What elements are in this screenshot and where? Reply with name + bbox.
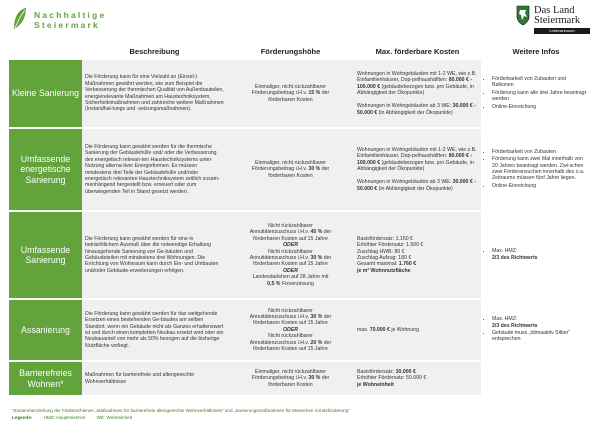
info-cell (481, 299, 591, 361)
category-cell: Umfassende energetische Sanierung (9, 128, 82, 211)
das-land-steiermark-logo (516, 3, 592, 39)
info-item: • Gebäude muss „Idimaaktiv Silber“ entsprechen (492, 330, 588, 343)
max-costs-cell: Basisfördersatz: 1.150 € Erhöhter Fördersatz: 1.500 € Zuschlag HWB: 80 € Zuschlag Aufzug: 180 € Gesamt maximal: 1.760 € je m² Wohnnutzfläche (354, 211, 481, 299)
header-info: Weitere Infos (481, 44, 591, 59)
header-max-costs: Max. förderbare Kosten (354, 44, 481, 59)
header-funding: Förderungshöhe (227, 44, 354, 59)
panther-crest-icon (516, 4, 530, 26)
info-item: • Max. HMZ: 2/3 des Richtwerts (492, 248, 588, 261)
category-cell: Barrierefreies Wohnen* (9, 361, 82, 395)
table-row (9, 211, 591, 299)
max-costs-cell: Basisfördersatz: 30.000 € Erhöhter Fördersatz: 50.000 € je Wohneinheit (354, 361, 481, 395)
logo-steiermark: Steiermark (534, 15, 581, 26)
legend-label: Legende: (12, 415, 33, 420)
info-item: • Förderung kann zwei Mal innerhalb von 20 Jahren beantragt werden. Zwi-schen zwei Förderansuchen innerhalb des o.a. Zeitraums müssen fünf Jahre liegen. (492, 156, 588, 182)
brand-line-2: Steiermark (34, 20, 100, 30)
info-item: • Förderbarkeit von Zubauten und Balkonen (492, 76, 588, 89)
table-row (9, 361, 591, 395)
category-cell: Umfassende Sanierung (9, 211, 82, 299)
legend (12, 415, 142, 421)
legend-hmz: HMZ: Hauptmietzins (43, 415, 86, 420)
brand-line-1: Nachhaltige (34, 10, 107, 20)
max-costs-cell: Wohnungen in Wohngebäuden mit 1-2 WE, wie z.B. Einfamilienhäuser, Dop-pelhaushälften: 80.000 € - 100.000 € (gebäudebezogen bzw. pro Gebäude, in Abhängigkeit der Ökopunkte) Wohnungen in Wohngebäuden ab 3 WE: 30.000 € - 50.000 € (in Abhängigkeit der Ökopunkte) (354, 59, 481, 128)
category-cell: Assanierung (9, 299, 82, 361)
info-cell (481, 59, 591, 128)
description-cell: Maßnahmen für barrierefreie und altengerechte Wohnverhältnisse (82, 361, 227, 395)
logo-ressort-tag: Lebensressort (534, 28, 590, 34)
description-cell: Die Förderung kann gewährt werden für eine in beträchtlichem Ausmaß über die notwendige Erhaltung hinausgehende Sanierung von Ge-bäuden und Gebäudeteilen mit mindestens drei Wohnungen. Die Errichtung von Wohnraum kann durch Ein- und Umbauten und/oder Gebäude-erweiterungen erfolgen. (82, 211, 227, 299)
funding-cell: Nicht rückzahlbarer Annuitätenzuschuss i.H.v. 30 % der förderbaren Kosten auf 15 Jahre ODER Nicht rückzahlbarer Annuitätenzuschuss i.H.v. 20 % der förderbaren Kosten auf 15 Jahre (227, 299, 354, 361)
leaf-icon (12, 7, 28, 31)
header-description: Beschreibung (82, 44, 227, 59)
funding-cell: Einmaliger, nicht rückzahlbarer Förderungsbeitrag i.H.v. 30 % der förderbaren Kosten (227, 361, 354, 395)
description-cell: Die Förderung kann für eine Vielzahl an (Einzel-) Maßnahmen gewährt werden, wie zum Beispiel die Verbesserung der thermischen Qualität von Außenbauteilen, energierelevante Maßnahmen am Haustechniksystem, Sicherheitsmaßnahmen und zahlreiche weitere Maßnahmen (Instandhal-tungs und -setzungsmaßnahmen). (82, 59, 227, 128)
max-costs-cell: Wohnungen in Wohngebäuden mit 1-2 WE, wie z.B. Einfamilienhäuser, Dop-pelhaushälften: 80.000 € - 100.000 € (gebäudebezogen bzw. pro Gebäude, in Abhängigkeit der Ökopunkte) Wohnungen in Wohngebäuden ab 3 WE: 30.000 € - 50.000 € (in Abhängigkeit der Ökopunkte) (354, 128, 481, 211)
nachhaltige-steiermark-logo (12, 6, 132, 36)
info-item: • Förderung kann alle drei Jahre beantragt werden (492, 90, 588, 103)
info-item: • Max. HMZ: 2/3 des Richtwerts (492, 316, 588, 329)
table-row (9, 128, 591, 211)
header-blank (9, 44, 82, 59)
funding-cell: Einmaliger, nicht rückzahlbarer Förderungsbeitrag i.H.v. 15 % der förderbaren Kosten (227, 59, 354, 128)
description-cell: Die Förderung kann gewährt werden für das weitgehende Ersetzen eines bestehenden Ge-bäudes am selben Standort, wenn ein Gebäude nicht als Ganzes erhaltenswert ist und durch einen kompletten Neubau ersetzt wird oder ein Neubauanteil von mehr als 50% bezogen auf die bisherige Nutzfläche vorliegt. (82, 299, 227, 361)
info-item: • Online-Einreichung (492, 183, 588, 189)
description-cell: Die Förderung kann gewährt werden für die thermische Sanierung der Gebäudehülle und/ oder die Verbesserung des energetisch relevan-ten Haustechniksystems unter Nutzung alterna-tiver Energieformen. Es müssen mindestens drei Teile der Gebäudehülle und/oder energetisch relevanten Haustechniksystem zeitlich zusam-menhängend hergestellt bzw. erneuert oder zum überwiegenden Teil in Stand gesetzt werden. (82, 128, 227, 211)
logo-das-land: Das Land (534, 5, 575, 16)
table-row (9, 299, 591, 361)
funding-table (9, 44, 591, 395)
info-cell (481, 128, 591, 211)
info-cell (481, 361, 591, 395)
category-cell: Kleine Sanierung (9, 59, 82, 128)
table-row (9, 59, 591, 128)
max-costs-cell: max. 70.000 € je Wohnung (354, 299, 481, 361)
footnote: *Zusammenziehung der Förderschienen „Maßnahmen für barrierefreie altengerechte Wohnverhältnisse“ und „Sanierungsmaßnahmen für Menschen mit Behinderung“ (12, 408, 350, 413)
info-cell (481, 211, 591, 299)
info-item: • Online-Einreichung (492, 104, 588, 110)
legend-we: WE: Wohneinheit (96, 415, 133, 420)
funding-cell: Nicht rückzahlbarer Annuitätenzuschuss i.H.v. 45 % der förderbaren Kosten auf 15 Jahre ODER Nicht rückzahlbarer Annuitätenzuschuss i.H.v. 30 % der förderbaren Kosten auf 15 Jahre ODER Landesdarlehen auf 28 Jahre mit 0,5 % Fixverzinsung (227, 211, 354, 299)
funding-cell: Einmaliger, nicht rückzahlbarer Förderungsbeitrag i.H.v. 30 % der förderbaren Kosten (227, 128, 354, 211)
info-item: • Förderbarkeit von Zubauten (492, 149, 588, 155)
